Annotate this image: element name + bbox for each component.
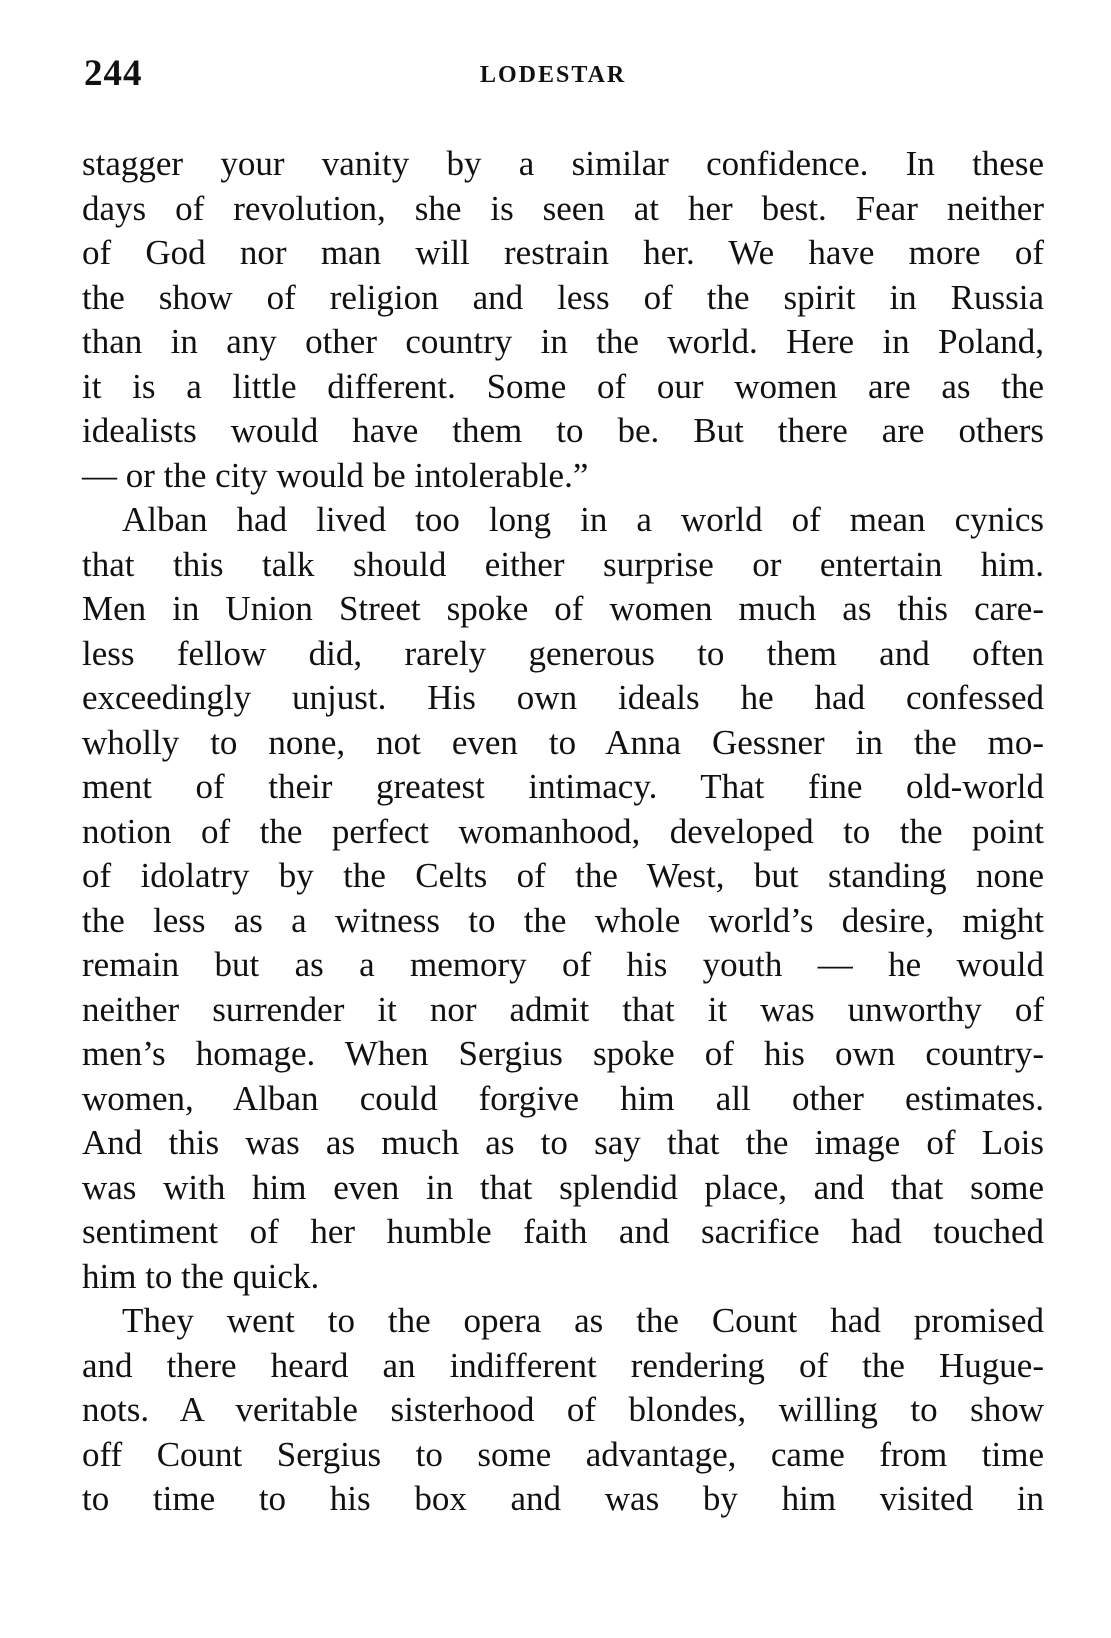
text-line: stagger your vanity by a similar confidence. In these xyxy=(82,144,1044,183)
text-line: Men in Union Street spoke of women much as this care- xyxy=(82,589,1044,628)
text-line: to time to his box and was by him visited in xyxy=(82,1479,1044,1518)
body-text xyxy=(82,142,1044,1522)
text-line: it is a little different. Some of our women are as the xyxy=(82,366,1044,406)
text-line: less fellow did, rarely generous to them and often xyxy=(82,633,1044,673)
text-line: off Count Sergius to some advantage, came from time xyxy=(82,1434,1044,1474)
running-head: LODESTAR xyxy=(480,62,627,88)
text-line: sentiment of her humble faith and sacrifice had touched xyxy=(82,1212,1044,1251)
text-line: than in any other country in the world. Here in Poland, xyxy=(82,322,1044,361)
text-line: neither surrender it nor admit that it was unworthy of xyxy=(82,989,1044,1029)
text-line: that this talk should either surprise or entertain him. xyxy=(82,544,1044,584)
page-number: 244 xyxy=(84,53,143,94)
text-line: the show of religion and less of the spirit in Russia xyxy=(82,277,1044,317)
text-line: And this was as much as to say that the image of Lois xyxy=(82,1123,1044,1162)
paragraph xyxy=(82,498,1044,1299)
text-line: ment of their greatest intimacy. That fine old-world xyxy=(82,767,1044,806)
text-line: notion of the perfect womanhood, developed to the point xyxy=(82,811,1044,851)
text-line: remain but as a memory of his youth — he would xyxy=(82,945,1044,984)
text-line: and there heard an indifferent rendering of the Hugue- xyxy=(82,1345,1044,1385)
text-line: They went to the opera as the Count had promised xyxy=(122,1301,1044,1340)
text-line: idealists would have them to be. But there are others xyxy=(82,411,1044,450)
text-line: him to the quick. xyxy=(82,1256,320,1296)
text-line: of idolatry by the Celts of the West, but standing none xyxy=(82,856,1044,895)
text-line: men’s homage. When Sergius spoke of his own country- xyxy=(82,1034,1044,1073)
paragraph xyxy=(82,142,1044,498)
text-line: wholly to none, not even to Anna Gessner in the mo- xyxy=(82,722,1044,762)
page-header xyxy=(84,52,1051,100)
text-line: the less as a witness to the whole world’s desire, might xyxy=(82,900,1044,940)
text-line: exceedingly unjust. His own ideals he had confessed xyxy=(82,678,1044,717)
text-line: — or the city would be intolerable.” xyxy=(82,455,589,495)
text-line: women, Alban could forgive him all other estimates. xyxy=(82,1078,1044,1118)
paragraph xyxy=(82,1299,1044,1522)
text-line: nots. A veritable sisterhood of blondes, willing to show xyxy=(82,1390,1044,1429)
text-line: days of revolution, she is seen at her best. Fear neither xyxy=(82,188,1044,228)
text-line: was with him even in that splendid place, and that some xyxy=(82,1167,1044,1207)
text-line: Alban had lived too long in a world of mean cynics xyxy=(122,500,1044,539)
text-line: of God nor man will restrain her. We have more of xyxy=(82,233,1044,272)
